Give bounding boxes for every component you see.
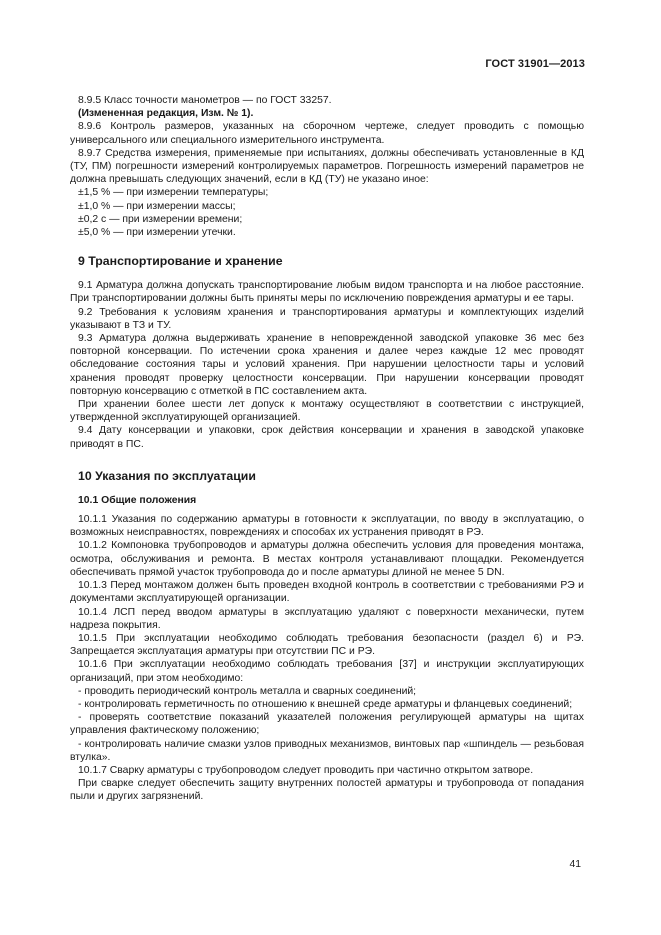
page-number: 41 — [569, 858, 581, 870]
paragraph-10-1-5: 10.1.5 При эксплуатации необходимо соблюдать требования безопасности (раздел 6) и РЭ. Запрещается эксплуатация арматуры при отсутствии ПС и РЭ. — [70, 632, 584, 658]
paragraph-8-9-5: 8.9.5 Класс точности манометров — по ГОСТ 33257. — [78, 95, 332, 106]
paragraph-9-4: 9.4 Дату консервации и упаковки, срок действия консервации и хранения в заводской упаковке приводят в ПС. — [70, 425, 584, 450]
paragraph-10-1-7: 10.1.7 Сварку арматуры с трубопроводом следует проводить при частично открытом затворе. — [78, 764, 534, 776]
paragraph-9-1: 9.1 Арматура должна допускать транспортирование любым видом транспорта и на любое расстояние. При транспортировании должны быть приняты меры по исключению повреждения арматуры и ее тары. — [70, 280, 584, 305]
paragraph-9-3: 9.3 Арматура должна выдерживать хранение в неповрежденной заводской упаковке 36 мес без повторной консервации. По истечении срока хранения и далее через каждые 12 мес проводят обследование состояния тары и условий хранения. При нарушении целостности тары и условий хранения проводят проверку целостности консервации. При нарушении консервации проводят повторную консервацию с отметкой в ПС составлением акта. — [70, 333, 584, 397]
paragraph-10-1-7-welding: При сварке следует обеспечить защиту внутренних полостей арматуры и трубопровода от попадания пыли и других загрязнений. — [70, 778, 584, 803]
subsection-10-1-heading: 10.1 Общие положения — [78, 494, 197, 506]
paragraph-10-1-1: 10.1.1 Указания по содержанию арматуры в готовности к эксплуатации, по вводу в эксплуатацию, о возможных неисправностях, повреждениях и способах их устранения приводят в РЭ. — [70, 514, 584, 539]
paragraph-10-1-2: 10.1.2 Компоновка трубопроводов и арматуры должна обеспечить условия для проведения монтажа, осмотра, обслуживания и ремонта. В местах контроля устанавливают площадки. Рекомендуется обеспечивать прямой участок трубопровода до и после арматуры длиной не менее 5 DN. — [70, 540, 584, 578]
paragraph-9-3-storage: При хранении более шести лет допуск к монтажу осуществляют в соответствии с инструкцией, утвержденной эксплуатирующей организацией. — [70, 399, 584, 424]
list-item-lubrication: - контролировать наличие смазки узлов приводных механизмов, винтовых пар «шпиндель — резьбовая втулка». — [70, 738, 584, 763]
amendment-note: (Измененная редакция, Изм. № 1). — [78, 108, 254, 120]
paragraph-9-2: 9.2 Требования к условиям хранения и транспортирования арматуры и комплектующих изделий указывают в ТЗ и ТУ. — [70, 306, 584, 331]
paragraph-10-1-4: 10.1.4 ЛСП перед вводом арматуры в эксплуатацию удаляют с поверхности механически, путем надреза покрытия. — [70, 606, 584, 631]
list-item-indicators: - проверять соответствие показаний указателей положения регулирующей арматуры на щитах управления фактическому положению; — [70, 712, 584, 737]
tolerance-leakage: ±5,0 % — при измерении утечки. — [78, 227, 236, 239]
paragraph-10-1-6: 10.1.6 При эксплуатации необходимо соблюдать требования [37] и инструкции эксплуатирующих организаций, при этом необходимо: — [70, 659, 584, 684]
tolerance-temperature: ±1,5 % — при измерении температуры; — [78, 187, 269, 199]
section-9-heading: 9 Транспортирование и хранение — [78, 254, 283, 269]
list-item-metal-control: - проводить периодический контроль металла и сварных соединений; — [78, 685, 417, 697]
list-item-tightness: - контролировать герметичность по отношению к внешней среде арматуры и фланцевых соединений; — [78, 698, 573, 710]
section-10-heading: 10 Указания по эксплуатации — [78, 468, 256, 483]
page-body — [70, 94, 584, 804]
tolerance-time: ±0,2 с — при измерении времени; — [78, 213, 243, 225]
page-header-standard-code: ГОСТ 31901—2013 — [485, 58, 585, 70]
paragraph-8-9-7: 8.9.7 Средства измерения, применяемые при испытаниях, должны обеспечивать установленные в КД (ТУ, ПМ) погрешности измерений контролируемых параметров. Погрешность измерений параметров не должна превышать следующих значений, если в КД (ТУ) не указано иное: — [70, 147, 584, 186]
tolerance-mass: ±1,0 % — при измерении массы; — [78, 200, 236, 212]
paragraph-8-9-6: 8.9.6 Контроль размеров, указанных на сборочном чертеже, следует проводить с помощью универсального или специального измерительного инструмента. — [70, 121, 584, 146]
paragraph-10-1-3: 10.1.3 Перед монтажом должен быть проведен входной контроль в соответствии с требованиями РЭ и документами эксплуатирующей организации. — [70, 580, 584, 605]
